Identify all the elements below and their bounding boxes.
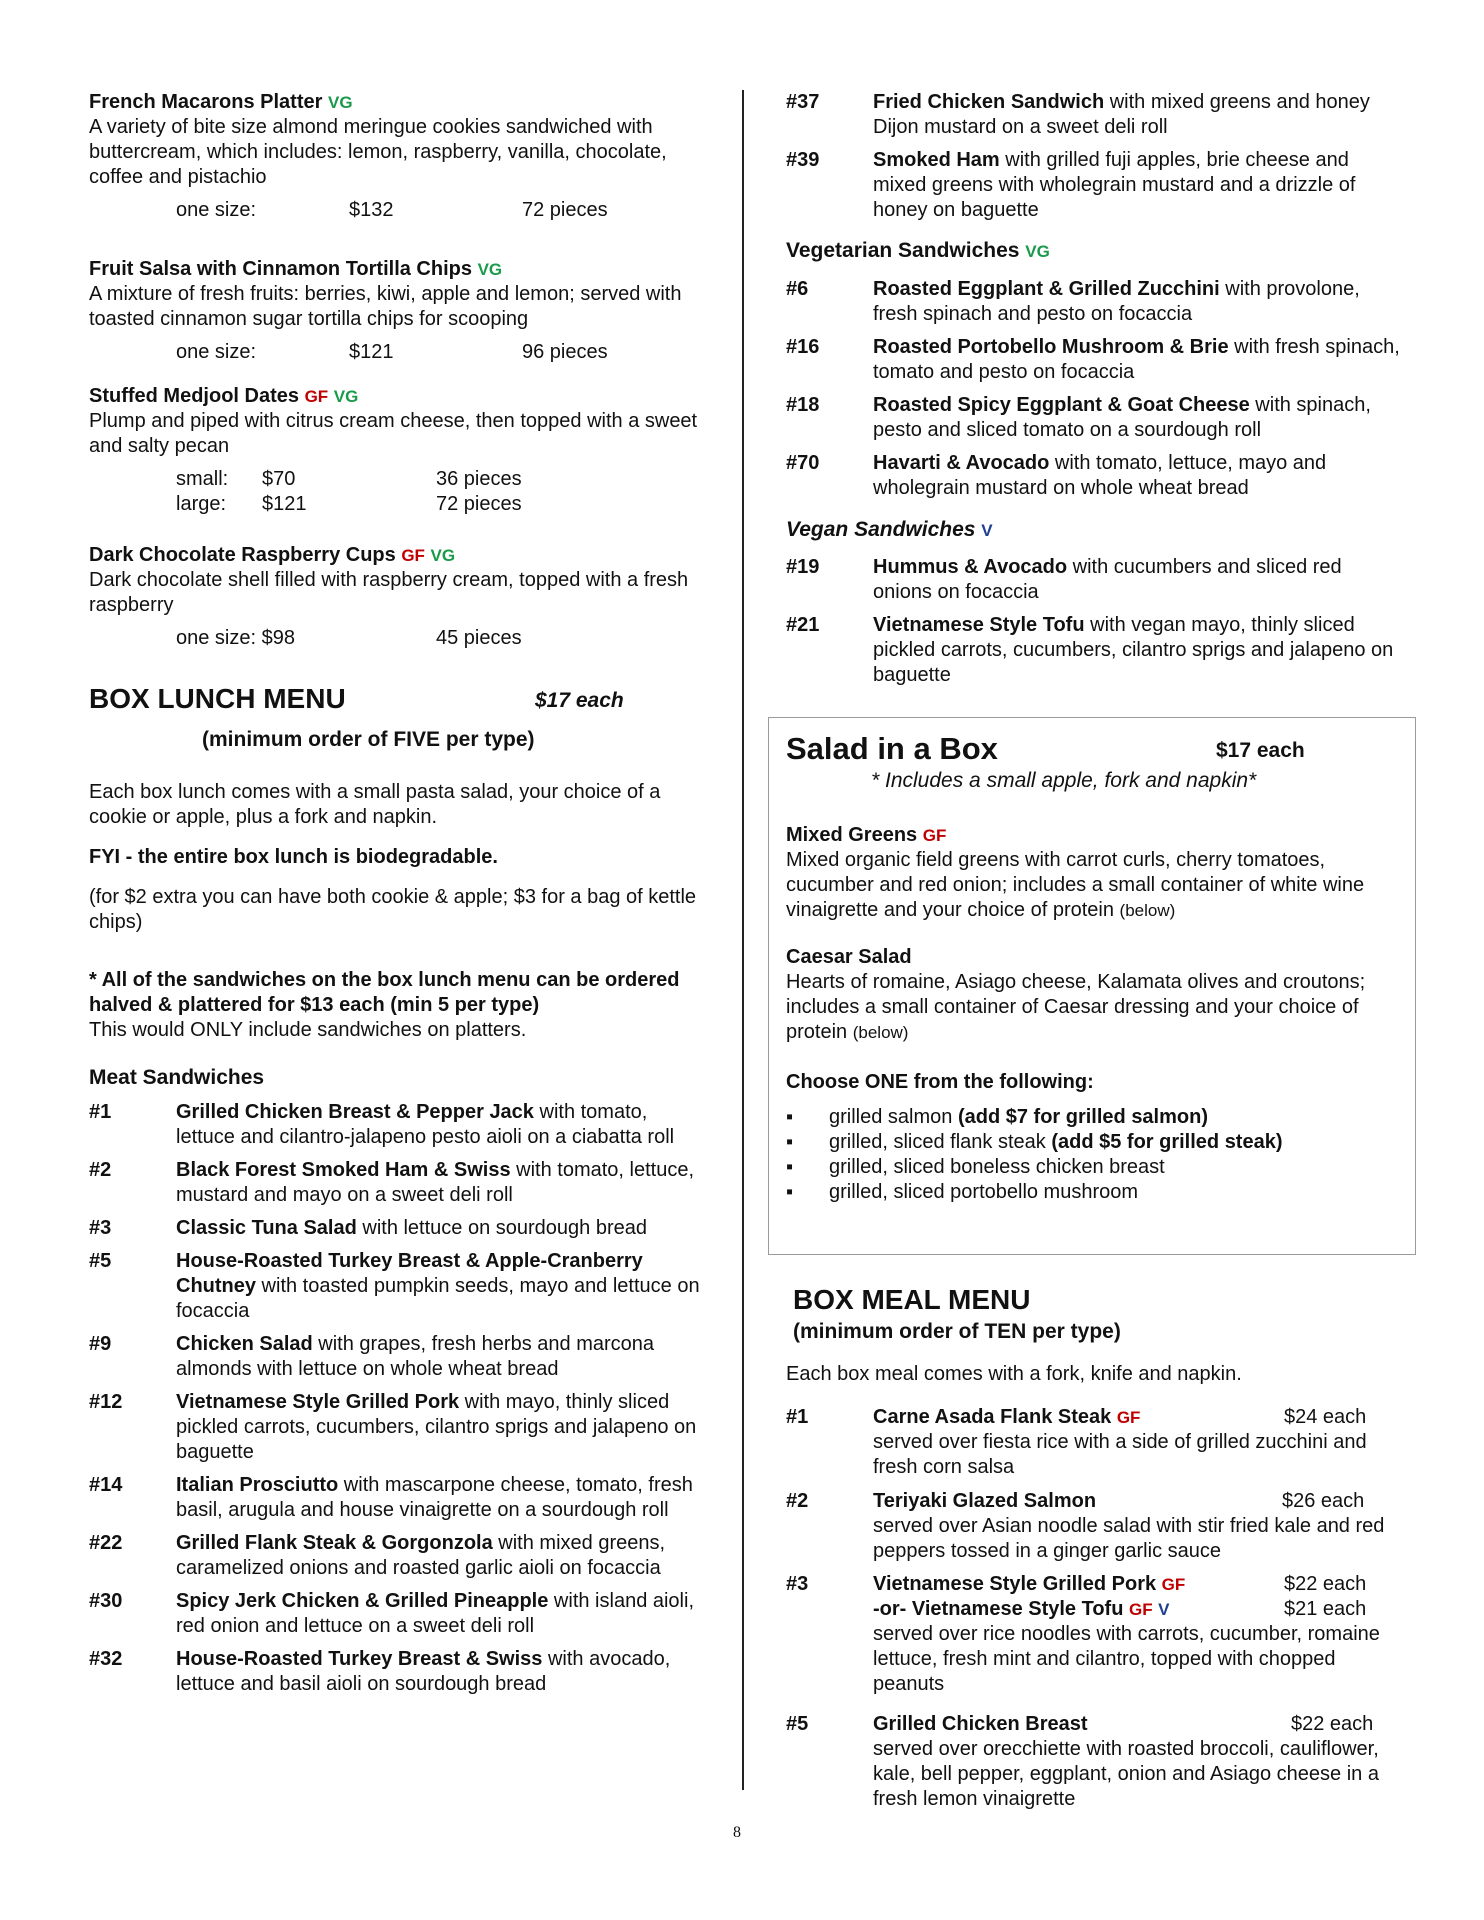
meat-sandwich-list [89,1100,709,1705]
item-title: Mixed Greens [786,824,918,846]
item-description: with provolone, fresh spinach and pesto on focaccia [873,278,1360,325]
item-number: #12 [89,1391,123,1413]
item-description: Hearts of romaine, Asiago cheese, Kalamata olives and croutons; includes a small container of Caesar dressing and your choice of protein [786,971,1366,1043]
price: $121 [262,493,307,515]
vegetarian-heading [786,238,1406,264]
item-number: #5 [89,1250,112,1272]
box-lunch-header [89,682,709,718]
sandwich-item [786,393,1406,443]
item-number: #5 [786,1713,809,1735]
gf-badge: GF [922,826,947,845]
vegan-sandwich-list [786,555,1406,696]
item-description: Plump and piped with citrus cream cheese, then topped with a sweet and salty pecan [89,410,698,457]
protein-name: grilled, sliced portobello mushroom [829,1181,1139,1203]
size-label: one size: [176,341,257,363]
item-description: with mixed greens and honey Dijon mustard on a sweet deli roll [873,91,1370,138]
item-description: with grapes, fresh herbs and marcona almonds with lettuce on whole wheat bread [176,1333,655,1380]
item-name: Spicy Jerk Chicken & Grilled Pineapple [176,1590,549,1612]
size-price: one size: $98 [176,627,295,649]
item-number: #16 [786,336,820,358]
box-meal-item-3 [786,1572,1406,1697]
protein-surcharge: (add $5 for grilled steak) [1051,1131,1283,1153]
protein-option [786,1180,1405,1205]
item-description: with grilled fuji apples, brie cheese and mixed greens with wholegrain mustard and a drizzle of honey on baguette [873,149,1356,221]
item-number: #1 [786,1406,809,1428]
item-description: with toasted pumpkin seeds, mayo and lettuce on focaccia [176,1275,700,1322]
item-title: Fruit Salsa with Cinnamon Tortilla Chips [89,258,472,280]
section-title: BOX LUNCH MENU [89,683,346,714]
protein-options-list [786,1105,1405,1205]
item-description: with lettuce on sourdough bread [356,1217,648,1239]
item-name: Grilled Chicken Breast [873,1713,1088,1735]
item-description: with mascarpone cheese, tomato, fresh basil, arugula and house vinaigrette on a sourdough roll [176,1474,693,1521]
item-description: Mixed organic field greens with carrot curls, cherry tomatoes, cucumber and red onion; includes a small container of white wine vinaigrette and your choice of protein [786,849,1365,921]
gf-badge: GF [401,546,425,565]
item-number: #70 [786,452,820,474]
piece-count: 72 pieces [522,199,608,221]
item-description: with tomato, lettuce, mustard and mayo on a sweet deli roll [176,1159,694,1206]
item-description: A variety of bite size almond meringue cookies sandwiched with buttercream, which includes: lemon, raspberry, vanilla, chocolate, coffee and pistachio [89,116,667,188]
item-description: served over orecchiette with roasted broccoli, cauliflower, kale, bell pepper, eggplant, onion and Asiago cheese in a fresh lemon vinaigrette [873,1738,1379,1810]
item-name: Italian Prosciutto [176,1474,339,1496]
item-number: #2 [89,1159,112,1181]
price: $121 [349,341,394,363]
salad-in-a-box-panel [768,717,1416,1255]
item-number: #19 [786,556,820,578]
box-meal-item-1 [786,1405,1406,1480]
price: $70 [262,468,296,490]
box-meal-title: BOX MEAL MENU [793,1284,1031,1315]
platter-note [89,968,709,1043]
sandwich-item [786,90,1406,140]
meat-sandwiches-heading: Meat Sandwiches [89,1066,265,1089]
sandwich-item [89,1589,709,1639]
item-number: #30 [89,1590,123,1612]
item-number: #18 [786,394,820,416]
item-name: Classic Tuna Salad [176,1217,357,1239]
vg-badge: VG [1025,242,1050,261]
platter-note-bold: * All of the sandwiches on the box lunch menu can be ordered halved & plattered for $13 each (min 5 per type) [89,969,680,1016]
box-meal-intro: Each box meal comes with a fork, knife and napkin. [786,1363,1242,1385]
meat-sandwich-list-continued [786,90,1406,231]
item-description: with tomato, lettuce, mayo and wholegrain mustard on whole wheat bread [873,452,1327,499]
sandwich-item [786,451,1406,501]
item-number: #2 [786,1490,809,1512]
sandwich-item [786,277,1406,327]
item-number: #21 [786,614,820,636]
item-description: with fresh spinach, tomato and pesto on focaccia [873,336,1400,383]
item-description: with spinach, pesto and sliced tomato on a sourdough roll [873,394,1371,441]
sandwich-item [786,148,1406,223]
vg-badge: VG [333,387,359,406]
item-name: House-Roasted Turkey Breast & Apple-Cranberry Chutney [176,1250,643,1297]
gf-badge: GF [1161,1575,1186,1594]
item-name: Roasted Eggplant & Grilled Zucchini [873,278,1220,300]
platter-note-plain: This would ONLY include sandwiches on platters. [89,1019,527,1041]
box-lunch-minimum: (minimum order of FIVE per type) [202,728,535,751]
item-name: Hummus & Avocado [873,556,1068,578]
protein-option [786,1130,1405,1155]
sandwich-item [89,1531,709,1581]
sandwich-item [89,1473,709,1523]
item-description: with vegan mayo, thinly sliced pickled carrots, cucumbers, cilantro sprigs and jalapeno on baguette [873,614,1394,686]
item-name: Vietnamese Style Tofu [873,614,1085,636]
medjool-dates-item [89,384,709,517]
vg-badge: VG [327,93,353,112]
heading-text: Vegan Sandwiches [786,518,976,541]
item-name: Havarti & Avocado [873,452,1050,474]
item-number: #39 [786,149,820,171]
protein-name: grilled, sliced boneless chicken breast [829,1156,1165,1178]
item-number: #37 [786,91,820,113]
item-description: served over rice noodles with carrots, cucumber, romaine lettuce, fresh mint and cilantro, topped with chopped peanuts [873,1623,1380,1695]
box-meal-minimum: (minimum order of TEN per type) [793,1320,1121,1343]
piece-count: 96 pieces [522,341,608,363]
item-title: French Macarons Platter [89,91,323,113]
mixed-greens-item [786,823,1395,923]
protein-option [786,1105,1405,1130]
item-number: #3 [89,1217,112,1239]
box-meal-item-5 [786,1712,1406,1812]
box-lunch-extra: (for $2 extra you can have both cookie & apple; $3 for a bag of kettle chips) [89,886,697,933]
item-name: Chicken Salad [176,1333,313,1355]
sandwich-item [786,613,1406,688]
protein-name: grilled, sliced flank steak [829,1131,1052,1153]
salad-price: $17 each [1216,739,1305,762]
vg-badge: VG [430,546,456,565]
sandwich-item [89,1100,709,1150]
item-number: #32 [89,1648,123,1670]
item-name: House-Roasted Turkey Breast & Swiss [176,1648,543,1670]
sandwich-item [89,1249,709,1324]
gf-badge: GF [1116,1408,1141,1427]
below-note: (below) [852,1023,909,1042]
sandwich-item [89,1216,709,1241]
size-label: large: [176,493,227,515]
item-number: #6 [786,278,809,300]
item-description: served over Asian noodle salad with stir fried kale and red peppers tossed in a ginger garlic sauce [873,1515,1385,1562]
v-badge: V [1158,1600,1170,1619]
item-title: Caesar Salad [786,946,912,968]
item-price: $22 each [1284,1573,1367,1595]
sandwich-item [89,1647,709,1697]
item-price: $24 each [1284,1406,1367,1428]
item-name: Vietnamese Style Grilled Pork [176,1391,460,1413]
item-name: Grilled Flank Steak & Gorgonzola [176,1532,493,1554]
item-name: Smoked Ham [873,149,1000,171]
item-description: with tomato, lettuce and cilantro-jalapeno pesto aioli on a ciabatta roll [176,1101,675,1148]
item-number: #9 [89,1333,112,1355]
protein-surcharge: (add $7 for grilled salmon) [957,1106,1208,1128]
choose-protein-label: Choose ONE from the following: [786,1071,1094,1093]
item-name: Vietnamese Style Grilled Pork [873,1573,1157,1595]
sandwich-item [89,1390,709,1465]
item-name: Roasted Portobello Mushroom & Brie [873,336,1229,358]
item-name: Grilled Chicken Breast & Pepper Jack [176,1101,534,1123]
item-description: Dark chocolate shell filled with raspberry cream, topped with a fresh raspberry [89,569,689,616]
box-lunch-fyi: FYI - the entire box lunch is biodegradable. [89,846,498,868]
vg-badge: VG [477,260,503,279]
section-price: $17 each [535,689,624,712]
item-price-alt: $21 each [1284,1598,1367,1620]
item-price: $22 each [1291,1713,1374,1735]
item-description: with mixed greens, caramelized onions and roasted garlic aioli on focaccia [176,1532,666,1579]
item-description: with island aioli, red onion and lettuce on a sweet deli roll [176,1590,694,1637]
item-description: served over fiesta rice with a side of grilled zucchini and fresh corn salsa [873,1431,1367,1478]
item-number: #22 [89,1532,123,1554]
item-number: #1 [89,1101,112,1123]
salad-title: Salad in a Box [786,731,998,766]
item-number: #14 [89,1474,123,1496]
item-price: $26 each [1282,1490,1365,1512]
piece-count: 36 pieces [436,468,522,490]
item-name: Carne Asada Flank Steak [873,1406,1112,1428]
item-name: Black Forest Smoked Ham & Swiss [176,1159,511,1181]
protein-name: grilled salmon [829,1106,958,1128]
caesar-salad-item [786,945,1395,1045]
gf-badge: GF [304,387,329,406]
sandwich-item [89,1158,709,1208]
fruit-salsa-item [89,257,709,365]
price: $132 [349,199,394,221]
item-name-alt: -or- Vietnamese Style Tofu [873,1598,1124,1620]
below-note: (below) [1119,901,1176,920]
item-title: Dark Chocolate Raspberry Cups [89,544,396,566]
v-badge: V [981,521,993,540]
item-description: A mixture of fresh fruits: berries, kiwi, apple and lemon; served with toasted cinnamon sugar tortilla chips for scooping [89,283,682,330]
item-title: Stuffed Medjool Dates [89,385,300,407]
sandwich-item [786,555,1406,605]
size-label: one size: [176,199,257,221]
piece-count: 45 pieces [436,627,522,649]
item-number: #3 [786,1573,809,1595]
protein-option [786,1155,1405,1180]
item-name: Teriyaki Glazed Salmon [873,1490,1097,1512]
macarons-item [89,90,709,223]
raspberry-cups-item [89,543,709,651]
size-label: small: [176,468,229,490]
heading-text: Vegetarian Sandwiches [786,239,1020,262]
box-meal-item-2 [786,1489,1406,1564]
item-description: with avocado, lettuce and basil aioli on sourdough bread [176,1648,671,1695]
column-divider [742,90,744,1790]
item-name: Roasted Spicy Eggplant & Goat Cheese [873,394,1250,416]
item-name: Fried Chicken Sandwich [873,91,1105,113]
box-lunch-intro: Each box lunch comes with a small pasta salad, your choice of a cookie or apple, plus a fork and napkin. [89,781,661,828]
salad-subtitle: * Includes a small apple, fork and napkin* [871,769,1257,792]
item-description: with cucumbers and sliced red onions on focaccia [873,556,1342,603]
vegetarian-sandwich-list [786,277,1406,509]
page-number: 8 [733,1824,741,1841]
sandwich-item [786,335,1406,385]
vegan-heading [786,517,1406,543]
sandwich-item [89,1332,709,1382]
gf-badge: GF [1129,1600,1153,1619]
item-description: with mayo, thinly sliced pickled carrots, cucumbers, cilantro sprigs and jalapeno on baguette [176,1391,697,1463]
piece-count: 72 pieces [436,493,522,515]
